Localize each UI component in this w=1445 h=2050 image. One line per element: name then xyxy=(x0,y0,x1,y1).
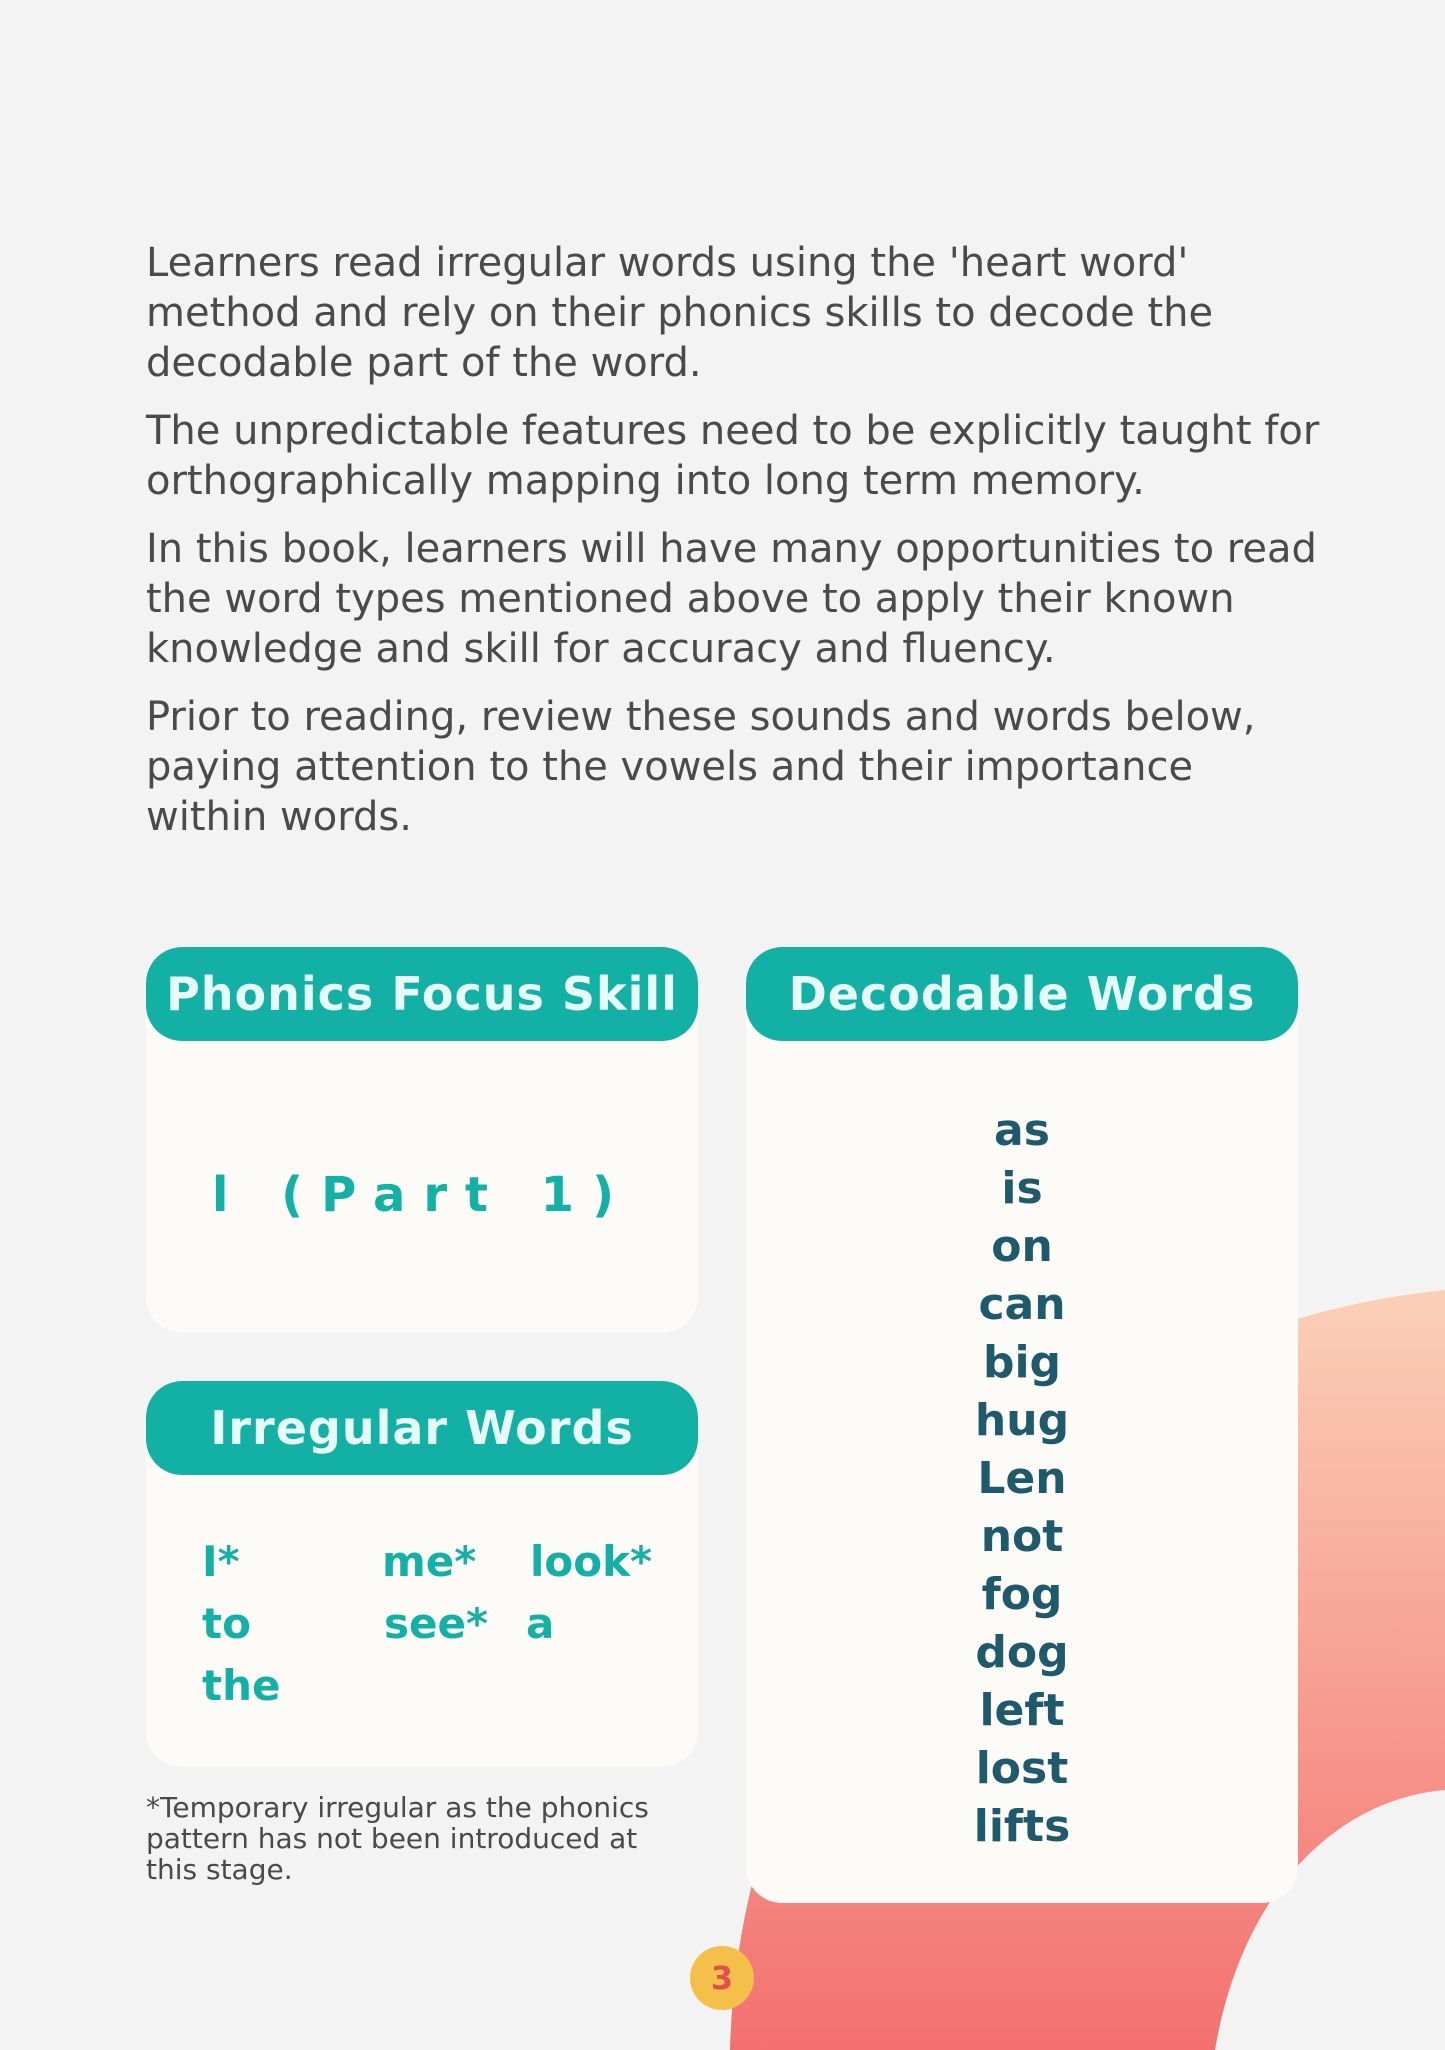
decodable-word: on xyxy=(991,1221,1053,1272)
page-number-badge: 3 xyxy=(690,1946,754,2010)
decodable-word: lifts xyxy=(973,1801,1071,1852)
phonics-focus-skill: l (Part 1) xyxy=(211,1167,633,1223)
decodable-word: can xyxy=(978,1279,1066,1330)
phonics-focus-title: Phonics Focus Skill xyxy=(146,947,698,1041)
intro-paragraph-2: The unpredictable features need to be explicitly taught for orthographically mapping into long term memory. xyxy=(146,408,1320,504)
intro-paragraph-4: Prior to reading, review these sounds and words below, paying attention to the vowels and their importance within words. xyxy=(146,694,1256,840)
irregular-word: a xyxy=(526,1599,555,1648)
decodable-words-card xyxy=(746,947,1298,1903)
decodable-word: hug xyxy=(974,1395,1070,1446)
irregular-words-card xyxy=(146,1381,698,1767)
decodable-word: Len xyxy=(977,1453,1067,1504)
intro-text xyxy=(146,238,1326,860)
decodable-word: big xyxy=(982,1337,1062,1388)
decodable-word: dog xyxy=(975,1627,1069,1678)
irregular-word: to xyxy=(202,1599,251,1648)
irregular-word: me* xyxy=(382,1537,477,1586)
footnote: *Temporary irregular as the phonics pattern has not been introduced at this stage. xyxy=(146,1791,649,1886)
irregular-word: the xyxy=(202,1661,281,1710)
decodable-word: is xyxy=(1001,1163,1043,1214)
intro-paragraph-3: In this book, learners will have many opportunities to read the word types mentioned above to apply their known knowledge and skill for accuracy and fluency. xyxy=(146,526,1317,672)
decodable-words-title: Decodable Words xyxy=(746,947,1298,1041)
irregular-word: look* xyxy=(530,1537,653,1586)
decodable-word: fog xyxy=(981,1569,1063,1620)
irregular-words-title: Irregular Words xyxy=(146,1381,698,1475)
decodable-word: left xyxy=(979,1685,1065,1736)
irregular-word: see* xyxy=(384,1599,488,1648)
decodable-word: not xyxy=(980,1511,1064,1562)
irregular-word: I* xyxy=(202,1537,240,1586)
intro-paragraph-1: Learners read irregular words using the 'heart word' method and rely on their phonics skills to decode the decodable part of the word. xyxy=(146,240,1214,386)
phonics-focus-card xyxy=(146,947,698,1333)
decodable-words-list xyxy=(746,1102,1298,1856)
decodable-word: lost xyxy=(975,1743,1069,1794)
decodable-word: as xyxy=(994,1105,1050,1156)
